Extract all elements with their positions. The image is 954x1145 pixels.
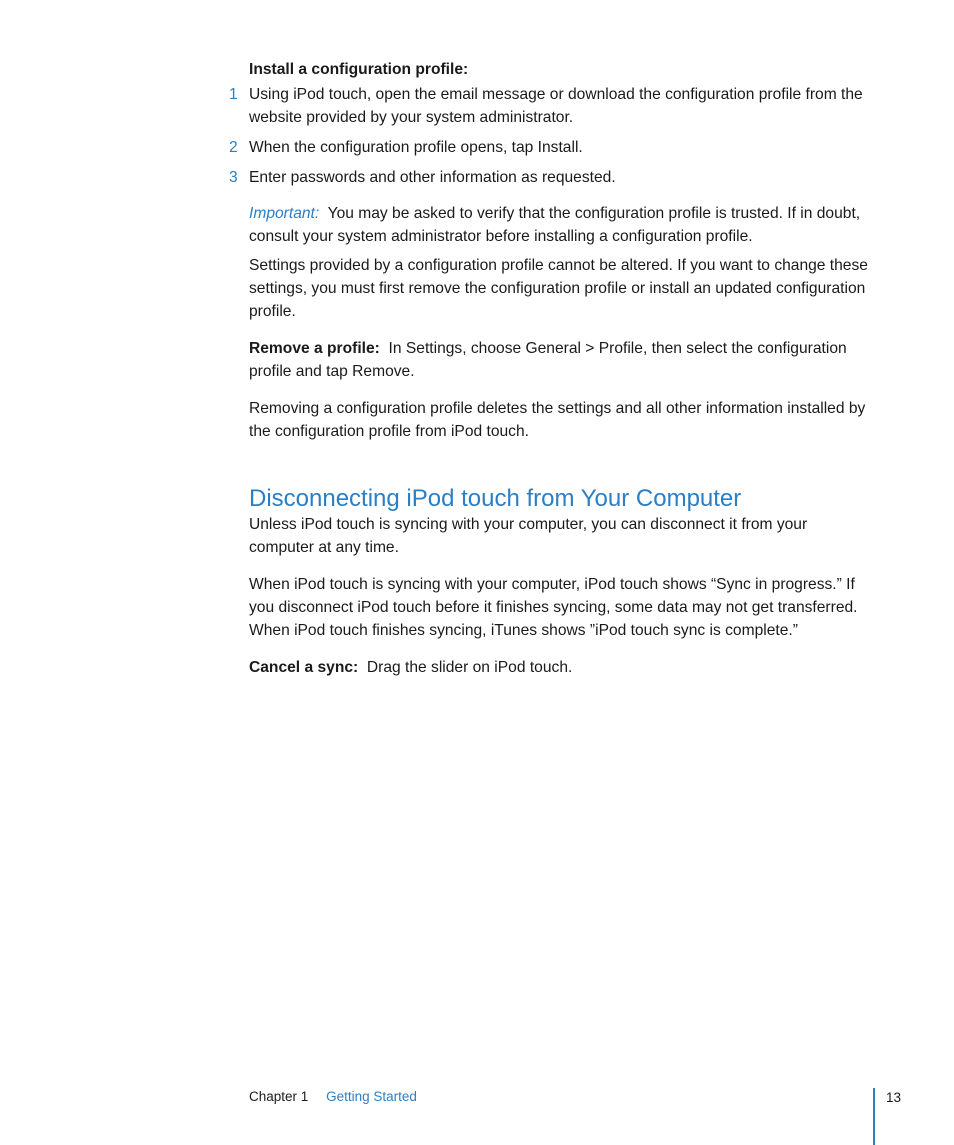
cancel-sync-label: Cancel a sync: [249,659,359,676]
install-step [229,136,874,159]
step-text: When the configuration profile opens, tap Install. [249,139,583,156]
remove-profile-label: Remove a profile: [249,340,380,357]
step-number: 1 [229,86,238,103]
step-number: 3 [229,169,238,186]
footer-divider [873,1088,875,1145]
step-text: Using iPod touch, open the email message or download the configuration profile from the website provided by your system administrator. [249,86,863,126]
disconnect-paragraph: Unless iPod touch is syncing with your computer, you can disconnect it from your computer at any time. [249,516,808,556]
footer-chapter-title: Getting Started [326,1089,417,1104]
page-footer [249,1087,417,1107]
important-note [249,202,874,248]
remove-profile-instruction [249,337,874,383]
install-step [229,83,874,129]
removing-note: Removing a configuration profile deletes the settings and all other information installed by the configuration profile from iPod touch. [249,400,866,440]
cancel-sync-text: Drag the slider on iPod touch. [366,659,573,676]
settings-note: Settings provided by a configuration profile cannot be altered. If you want to change these settings, you must first remove the configuration profile or install an updated configuration profile. [249,257,868,320]
page-number: 13 [886,1090,902,1105]
section-heading: Disconnecting iPod touch from Your Computer [249,485,742,512]
step-number: 2 [229,139,238,156]
important-text: You may be asked to verify that the configuration profile is trusted. If in doubt, consult your system administrator before installing a configuration profile. [249,205,861,245]
cancel-sync-instruction [249,656,874,679]
syncing-paragraph: When iPod touch is syncing with your computer, iPod touch shows “Sync in progress.” If you disconnect iPod touch before it finishes syncing, some data may not get transferred. When iPod touch finishes syncing, iTunes shows ”iPod touch sync is complete.” [249,576,858,639]
install-steps-list [229,83,874,189]
install-profile-heading: Install a configuration profile: [249,61,469,78]
install-step [229,166,874,189]
step-text: Enter passwords and other information as requested. [249,169,616,186]
page-content [229,58,874,679]
important-label: Important: [249,205,320,222]
footer-chapter: Chapter 1 [249,1089,309,1104]
remove-profile-text: In Settings, choose General > Profile, then select the configuration profile and tap Remove. [249,340,847,380]
